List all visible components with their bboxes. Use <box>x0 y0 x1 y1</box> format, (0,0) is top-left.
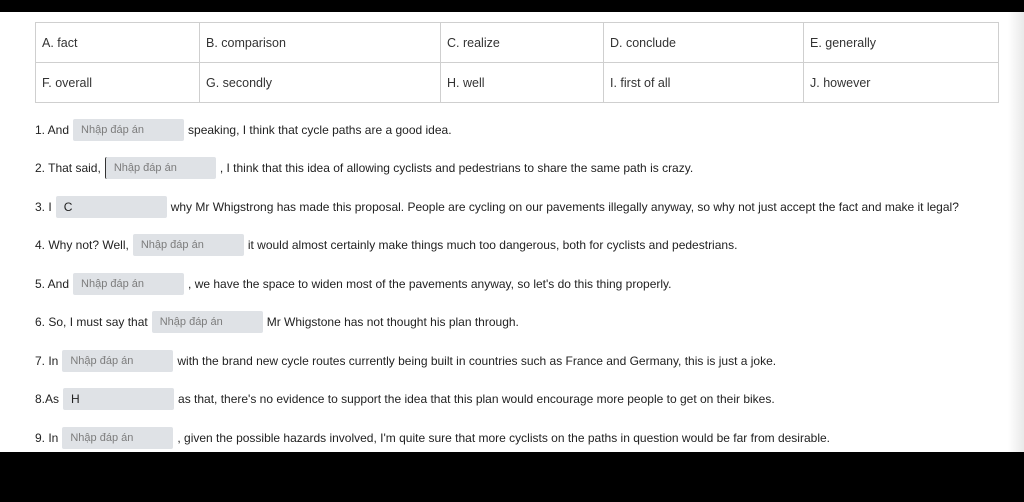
question-2 <box>35 157 693 179</box>
option-cell: J. however <box>804 63 999 103</box>
question-text-after: , given the possible hazards involved, I'm quite sure that more cyclists on the paths in question would be far from desirable. <box>177 431 830 445</box>
option-cell: C. realize <box>441 23 604 63</box>
question-7 <box>35 350 776 372</box>
question-9 <box>35 427 830 449</box>
question-text-after: why Mr Whigstrong has made this proposal. People are cycling on our pavements illegally anyway, so why not just accept the fact and make it legal? <box>170 200 959 214</box>
option-cell: A. fact <box>36 23 200 63</box>
question-text-after: , we have the space to widen most of the pavements anyway, so let's do this thing properly. <box>188 277 672 291</box>
table-row <box>36 23 999 63</box>
question-text-before: 2. That said, <box>35 161 101 175</box>
answer-input-6[interactable]: Nhập đáp án <box>152 311 263 333</box>
question-text-before: 9. In <box>35 431 59 445</box>
question-text-before: 3. I <box>35 200 52 214</box>
option-cell: F. overall <box>36 63 200 103</box>
word-options-table <box>35 22 999 103</box>
answer-input-8[interactable]: H <box>63 388 174 410</box>
question-text-after: with the brand new cycle routes currently being built in countries such as France and Germany, this is just a joke. <box>177 354 777 368</box>
exercise-page <box>0 12 1024 452</box>
question-8 <box>35 388 775 410</box>
answer-input-4[interactable]: Nhập đáp án <box>133 234 244 256</box>
question-text-before: 4. Why not? Well, <box>35 238 129 252</box>
option-cell: B. comparison <box>200 23 441 63</box>
question-text-before: 8.As <box>35 392 60 406</box>
option-cell: H. well <box>441 63 604 103</box>
question-text-after: as that, there's no evidence to support the idea that this plan would encourage more people to get on their bikes. <box>178 392 775 406</box>
answer-input-1[interactable]: Nhập đáp án <box>73 119 184 141</box>
question-text-after: it would almost certainly make things much too dangerous, both for cyclists and pedestrians. <box>247 238 738 252</box>
answer-input-2[interactable]: Nhập đáp án <box>105 157 216 179</box>
answer-input-5[interactable]: Nhập đáp án <box>73 273 184 295</box>
option-cell: D. conclude <box>604 23 804 63</box>
question-text-after: speaking, I think that cycle paths are a good idea. <box>188 123 452 137</box>
question-text-before: 7. In <box>35 354 59 368</box>
table-row <box>36 63 999 103</box>
answer-input-7[interactable]: Nhập đáp án <box>62 350 173 372</box>
question-3 <box>35 196 959 218</box>
question-6 <box>35 311 519 333</box>
option-cell: G. secondly <box>200 63 441 103</box>
question-5 <box>35 273 671 295</box>
answer-input-9[interactable]: Nhập đáp án <box>62 427 173 449</box>
option-cell: E. generally <box>804 23 999 63</box>
answer-input-3[interactable]: C <box>56 196 167 218</box>
question-text-before: 5. And <box>35 277 70 291</box>
question-1 <box>35 119 452 141</box>
question-text-before: 1. And <box>35 123 70 137</box>
question-text-before: 6. So, I must say that <box>35 315 148 329</box>
option-cell: I. first of all <box>604 63 804 103</box>
question-text-after: Mr Whigstone has not thought his plan through. <box>266 315 519 329</box>
question-text-after: , I think that this idea of allowing cyclists and pedestrians to share the same path is crazy. <box>219 161 694 175</box>
question-4 <box>35 234 737 256</box>
